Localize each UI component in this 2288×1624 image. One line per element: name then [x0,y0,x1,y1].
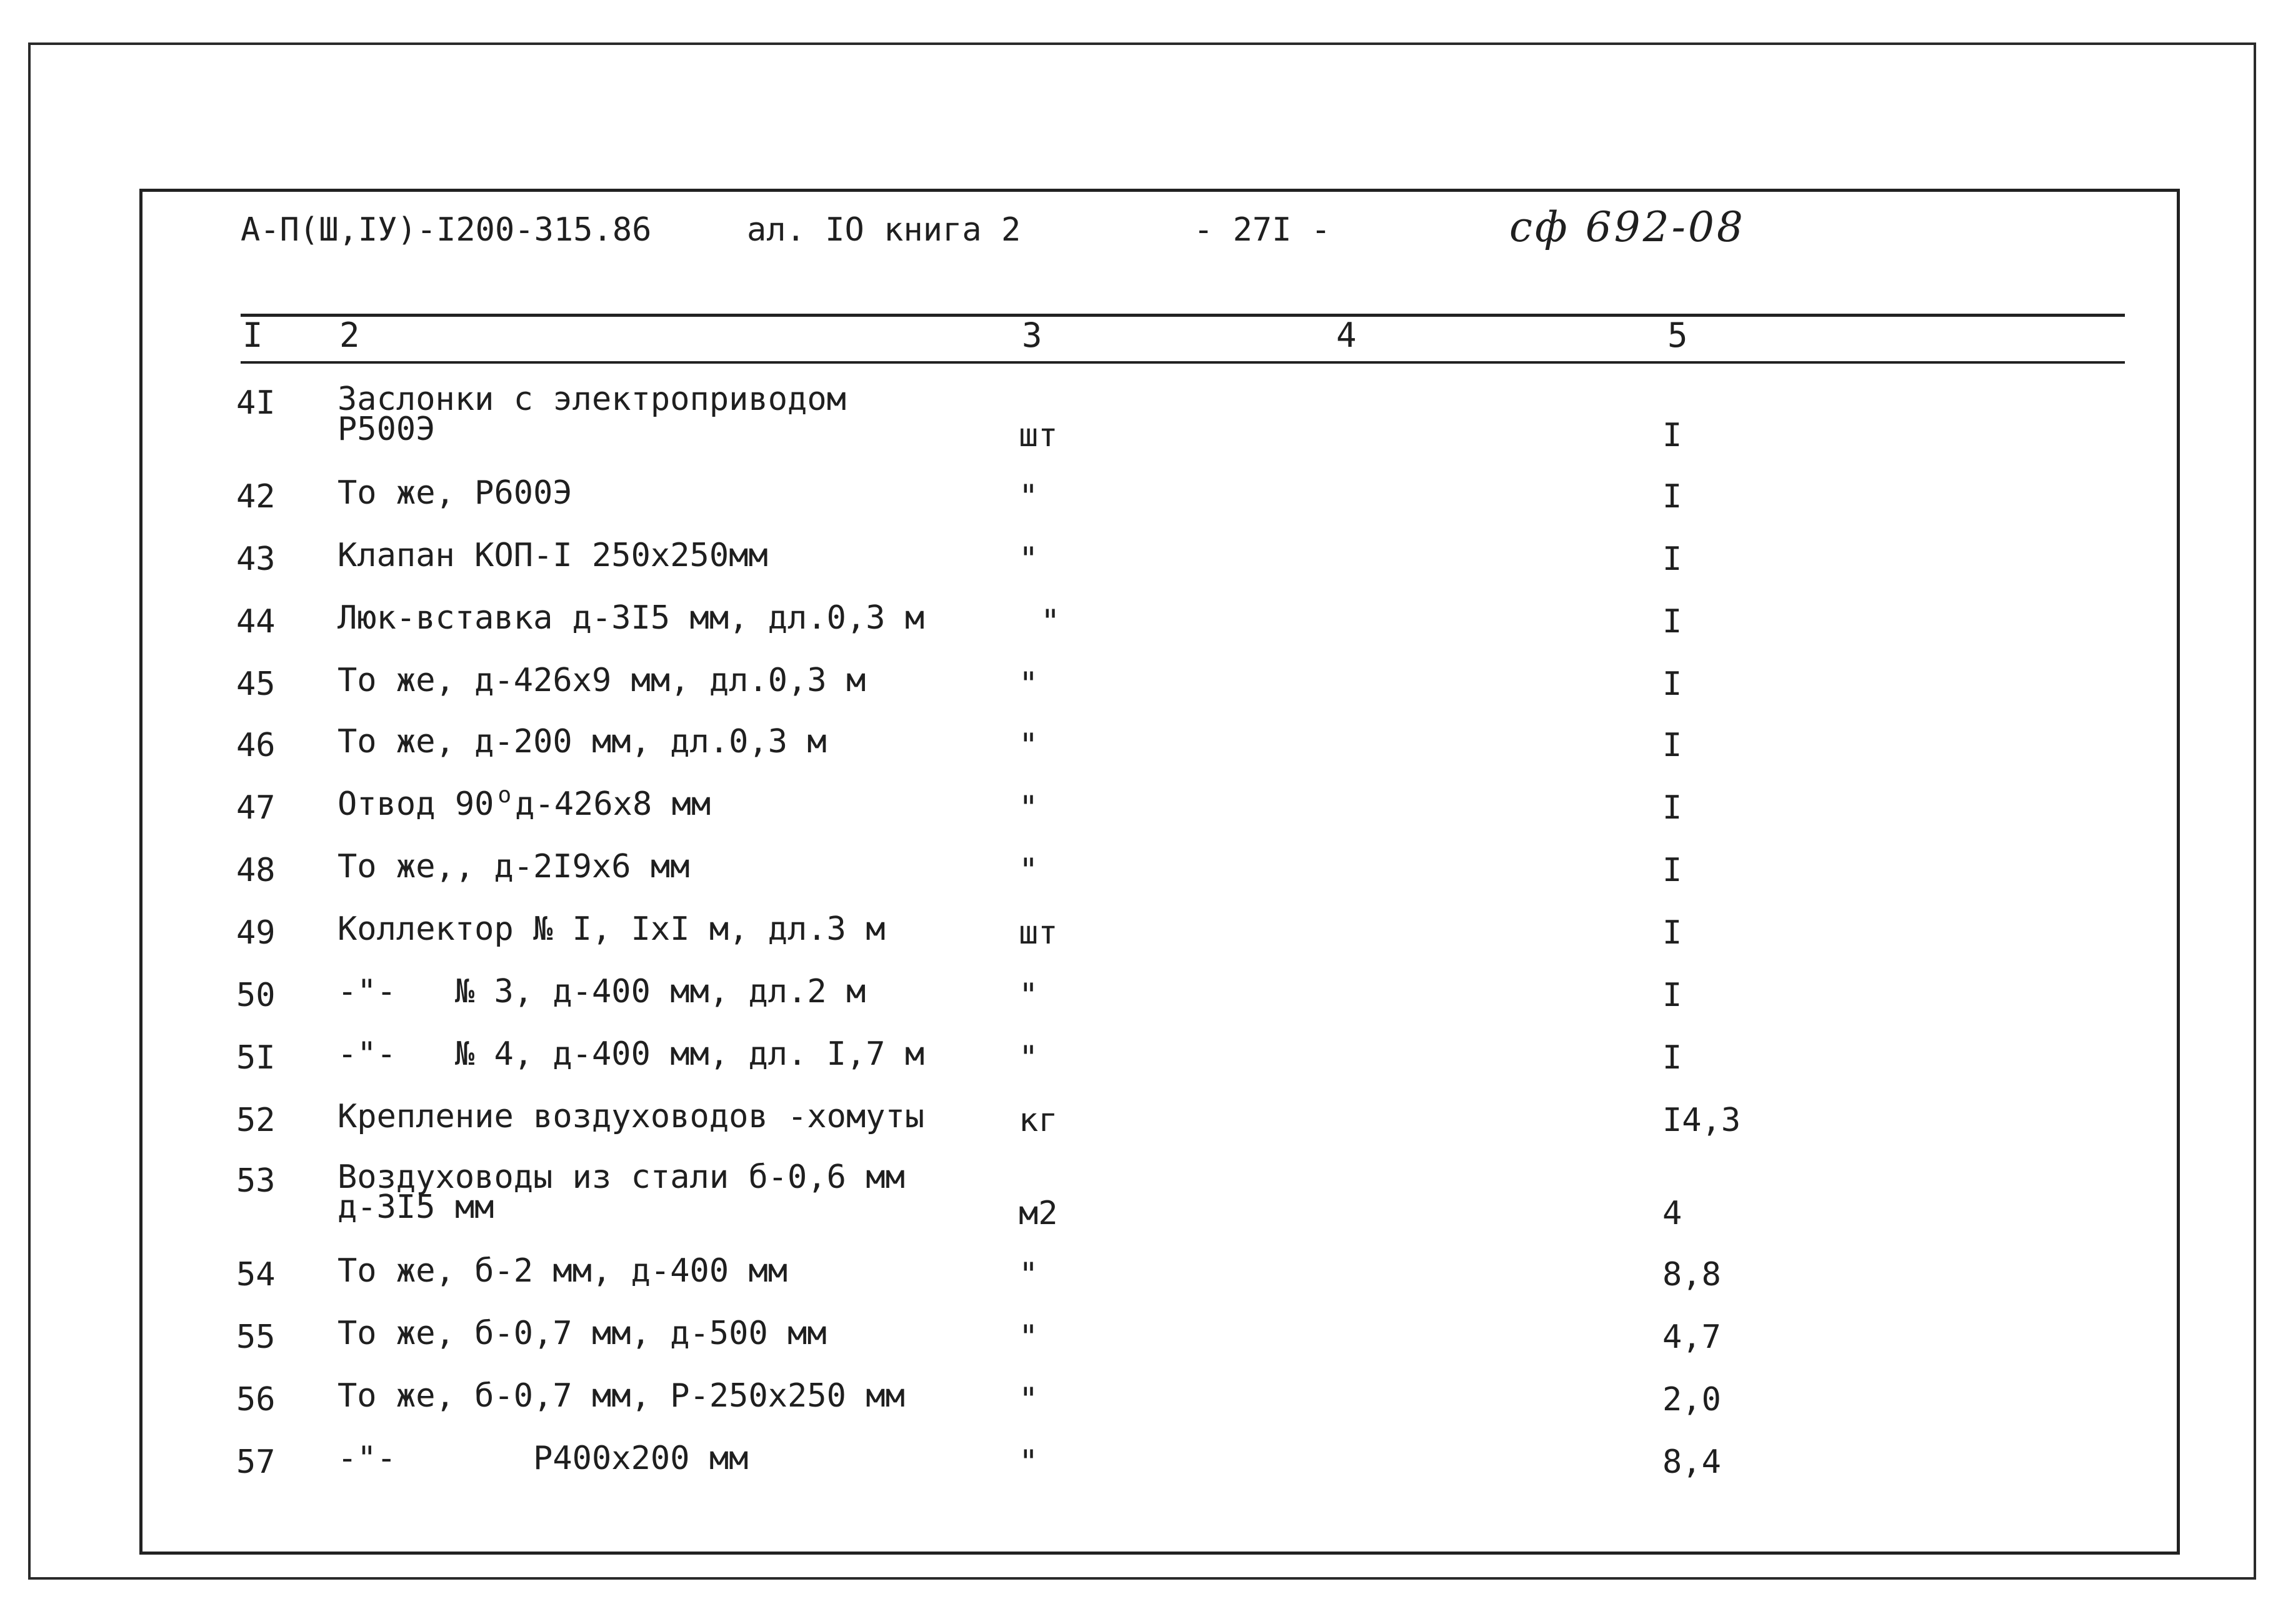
table-row [0,910,2288,970]
row-description: Люк-вставка д-3I5 мм, дл.0,3 м [337,599,925,637]
row-unit: шт [1019,417,1058,454]
row-quantity: I [1662,1039,1682,1077]
row-description: То же, д-426х9 мм, дл.0,3 м [337,662,866,699]
row-unit: " [1019,789,1039,827]
row-quantity: I [1662,852,1682,889]
row-quantity: I4,3 [1662,1102,1741,1139]
page-number: - 27I - [1194,211,1331,249]
row-unit: " [1019,1039,1039,1077]
row-unit: шт [1019,914,1058,952]
row-unit: " [1019,541,1039,578]
row-unit: " [1019,727,1039,764]
table-row [0,381,2288,454]
row-description: Клапан КОП-I 250х250мм [337,537,768,574]
table-row [0,1315,2288,1375]
row-number: 52 [236,1102,276,1139]
table-row [0,599,2288,659]
row-quantity: 8,8 [1662,1256,1721,1293]
row-description: Отвод 90 $^о$ д-426х8 мм [337,782,711,823]
row-quantity: I [1662,417,1682,454]
row-number: 48 [236,852,276,889]
row-description: Крепление воздуховодов -хомуты [337,1098,925,1135]
row-quantity: 2,0 [1662,1381,1721,1418]
album-book: ал. IО книга 2 [747,211,1021,249]
row-unit: кг [1019,1102,1058,1139]
column-header-2: 2 [339,316,360,355]
table-row [0,973,2288,1033]
table-row [0,474,2288,534]
document-code: А-П(Ш,IУ)-I200-315.86 [241,211,652,249]
row-quantity: I [1662,914,1682,952]
row-quantity: I [1662,727,1682,764]
row-unit: " [1019,1318,1039,1356]
row-number: 45 [236,665,276,703]
row-unit: " [1041,603,1061,640]
row-quantity: I [1662,977,1682,1014]
row-unit: " [1019,1256,1039,1293]
row-number: 54 [236,1256,276,1293]
row-quantity: I [1662,603,1682,640]
row-number: 4I [236,384,276,422]
table-top-rule [241,314,2125,317]
row-quantity: 8,4 [1662,1443,1721,1481]
table-row [0,537,2288,597]
table-row [0,723,2288,783]
row-number: 53 [236,1162,276,1200]
row-quantity: I [1662,789,1682,827]
row-number: 46 [236,727,276,764]
table-header-rule [241,361,2125,364]
row-unit: " [1019,1443,1039,1481]
row-quantity: I [1662,541,1682,578]
row-quantity: I [1662,665,1682,703]
table-row [0,782,2288,845]
row-description: Заслонки с электроприводом Р500Э [337,381,846,448]
table-row [0,1035,2288,1095]
row-description: То же, б-0,7 мм, д-500 мм [337,1315,827,1352]
table-row [0,1098,2288,1158]
row-quantity: 4 [1662,1195,1682,1232]
row-number: 47 [236,789,276,827]
row-description: То же, Р600Э [337,474,572,512]
table-row [0,1440,2288,1500]
row-description: -"- № 4, д-400 мм, дл. I,7 м [337,1035,925,1073]
row-number: 50 [236,977,276,1014]
handwritten-stamp: сф 692-08 [1509,203,1746,251]
row-quantity: 4,7 [1662,1318,1721,1356]
row-description: -"- Р400х200 мм [337,1440,749,1477]
row-description: То же, д-200 мм, дл.0,3 м [337,723,827,760]
row-number: 55 [236,1318,276,1356]
row-unit: " [1019,665,1039,703]
row-description: Коллектор № I, IхI м, дл.3 м [337,910,886,948]
row-unit: м2 [1019,1195,1058,1232]
column-header-5: 5 [1667,316,1688,355]
column-header-3: 3 [1022,316,1042,355]
row-number: 57 [236,1443,276,1481]
row-description: То же, б-2 мм, д-400 мм [337,1252,788,1290]
row-number: 49 [236,914,276,952]
row-description: То же,, д-2I9х6 мм [337,848,690,885]
row-quantity: I [1662,478,1682,516]
degree-sign: о [497,782,512,808]
row-number: 42 [236,478,276,516]
row-number: 5I [236,1039,276,1077]
row-number: 56 [236,1381,276,1418]
table-row [0,1158,2288,1232]
table-row [0,1377,2288,1437]
row-unit: " [1019,977,1039,1014]
table-row [0,848,2288,908]
row-unit: " [1019,1381,1039,1418]
row-number: 43 [236,541,276,578]
row-description: То же, б-0,7 мм, Р-250х250 мм [337,1377,905,1415]
column-header-1: I [242,316,263,355]
row-unit: " [1019,852,1039,889]
column-header-4: 4 [1336,316,1357,355]
row-number: 44 [236,603,276,640]
row-unit: " [1019,478,1039,516]
row-description: Воздуховоды из стали б-0,6 мм д-3I5 мм [337,1158,905,1226]
row-description: -"- № 3, д-400 мм, дл.2 м [337,973,866,1010]
table-row [0,662,2288,722]
table-row [0,1252,2288,1312]
